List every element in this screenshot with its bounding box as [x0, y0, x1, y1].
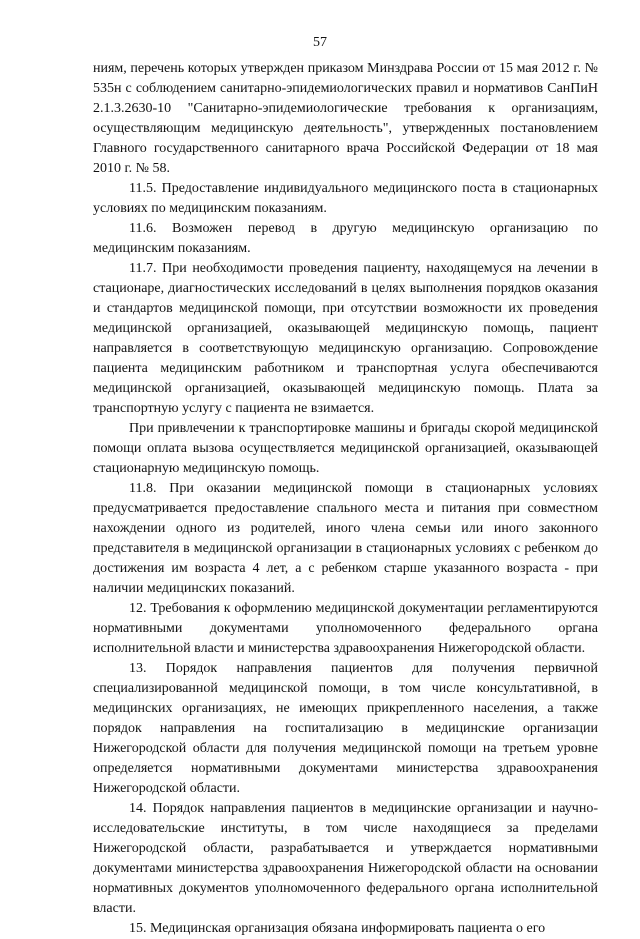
page-number: 57	[313, 35, 327, 50]
paragraph-15: 15. Медицинская организация обязана информировать пациента о его	[129, 921, 546, 936]
paragraph-continuation: ниям, перечень которых утвержден приказом Минздрава России от 15 мая 2012 г. № 535н с соблюдением санитарно-эпидемиологических правил и нормативов СанПиН 2.1.3.2630-10 "Санитарно-эпидемиологические требования к организациям, осуществляющим медицинскую деятельность", утвержденных постановлением Главного государственного санитарного врача Российской Федерации от 18 мая 2010 г. № 58.	[93, 61, 598, 176]
paragraph-11-7: 11.7. При необходимости проведения пациенту, находящемуся на лечении в стационаре, диагностических исследований в целях выполнения порядков оказания и стандартов медицинской помощи, при отсутствии возможности их проведения медицинской организацией, оказывающей медицинскую помощь, пациент направляется в соответствующую медицинскую организацию. Сопровождение пациента медицинским работником и транспортная услуга обеспечиваются медицинской организацией, оказывающей медицинскую помощь. Плата за транспортную услугу с пациента не взимается.	[93, 261, 598, 416]
paragraph-11-8: 11.8. При оказании медицинской помощи в стационарных условиях предусматривается предоставление спального места и питания при совместном нахождении одного из родителей, иного члена семьи или иного законного представителя в медицинской организации в стационарных условиях с ребенком до достижения им возраста 4 лет, а с ребенком старше указанного возраста - при наличии медицинских показаний.	[93, 481, 598, 596]
paragraph-13: 13. Порядок направления пациентов для получения первичной специализированной медицинской помощи, в том числе консультативной, в медицинских организациях, не имеющих прикрепленного населения, а также порядок направления на госпитализацию в медицинские организации Нижегородской области для получения медицинской помощи на третьем уровне определяется нормативными документами министерства здравоохранения Нижегородской области.	[93, 661, 598, 796]
paragraph-ambulance: При привлечении к транспортировке машины и бригады скорой медицинской помощи оплата вызова осуществляется медицинской организацией, оказывающей стационарную медицинскую помощь.	[93, 421, 598, 476]
paragraph-11-5: 11.5. Предоставление индивидуального медицинского поста в стационарных условиях по медицинским показаниям.	[93, 181, 598, 216]
page-body	[93, 59, 598, 939]
paragraph-11-6: 11.6. Возможен перевод в другую медицинскую организацию по медицинским показаниям.	[93, 221, 598, 256]
paragraph-14: 14. Порядок направления пациентов в медицинские организации и научно-исследовательские институты, в том числе находящиеся за пределами Нижегородской области, разрабатывается и утверждается нормативными документами министерства здравоохранения Нижегородской области на основании нормативных документов уполномоченного федерального органа исполнительной власти.	[93, 801, 598, 916]
paragraph-12: 12. Требования к оформлению медицинской документации регламентируются нормативными документами уполномоченного федерального органа исполнительной власти и министерства здравоохранения Нижегородской области.	[93, 601, 598, 656]
